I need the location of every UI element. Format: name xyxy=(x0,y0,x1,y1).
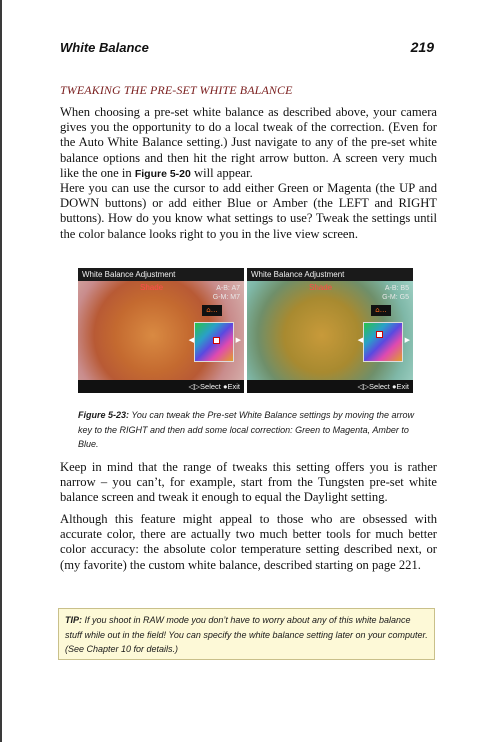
tip-box xyxy=(58,608,435,660)
wb-mode-label: Shade xyxy=(140,283,164,292)
paragraph-4: Although this feature might appeal to those who are obsessed with accurate color, there are actually two much better tools for much better color accuracy: the absolute color temperature setting described next, or (my favorite) the custom white balance, described starting on page 221. xyxy=(60,512,437,572)
color-shift-grid xyxy=(194,322,234,362)
arrow-left-icon: ◀ xyxy=(188,336,194,344)
figure-5-23 xyxy=(78,268,413,393)
wb-mode-label: Shade xyxy=(309,283,333,292)
ab-value: A-B: A7 xyxy=(216,285,240,292)
grid-cursor-icon xyxy=(376,331,383,338)
tip-text: If you shoot in RAW mode you don’t have to worry about any of this white balance stuff while out in the field! You can specify the white balance setting later on your computer. (See Chapter 10 for details.) xyxy=(65,615,428,654)
screen-footer: ◁▷Select ●Exit xyxy=(78,380,244,393)
figure-caption xyxy=(78,408,418,452)
running-header-title: White Balance xyxy=(60,40,149,55)
paragraph-1-tail: will appear. xyxy=(190,165,253,180)
screen-footer: ◁▷Select ●Exit xyxy=(247,380,413,393)
tip-label: TIP: xyxy=(65,615,82,625)
camera-screen-left xyxy=(78,268,244,393)
color-shift-grid xyxy=(363,322,403,362)
camera-screen-right xyxy=(247,268,413,393)
grid-cursor-icon xyxy=(213,337,220,344)
screen-title: White Balance Adjustment xyxy=(247,268,413,281)
section-title: TWEAKING THE PRE-SET WHITE BALANCE xyxy=(60,83,293,97)
running-header xyxy=(60,40,434,60)
wb-shift-readout xyxy=(382,284,409,302)
paragraph-2: Here you can use the cursor to add either Green or Magenta (the UP and DOWN buttons) or add either Blue or Amber (the LEFT and RIGHT buttons). How do you know what settings to use? Tweak the settings until the color balance looks right to you in the live view screen. xyxy=(60,181,437,241)
ab-value: A-B: B5 xyxy=(384,285,409,292)
shade-icon: ⌂… xyxy=(371,305,391,316)
arrow-right-icon: ▶ xyxy=(235,336,241,344)
gm-value: G-M: M7 xyxy=(212,294,240,301)
page-number: 219 xyxy=(410,39,434,55)
figure-reference: Figure 5-20 xyxy=(134,167,191,180)
paragraph-1 xyxy=(60,105,437,182)
paragraph-1-text: When choosing a pre-set white balance as described above, your camera gives you the opportunity to do a local tweak of the correction. (Even for the Auto White Balance setting.) Just navigate to any of the pre-set white balance options and then hit the right arrow button. A screen very much like the one in xyxy=(60,105,437,180)
arrow-right-icon: ▶ xyxy=(404,336,410,344)
paragraph-3: Keep in mind that the range of tweaks this setting offers you is rather narrow – you can’t, for example, start from the Tungsten pre-set white balance screen and tweak it enough to equal the Daylight setting. xyxy=(60,460,437,505)
wb-shift-readout xyxy=(213,284,240,302)
arrow-left-icon: ◀ xyxy=(357,336,363,344)
caption-text: You can tweak the Pre-set White Balance settings by moving the arrow key to the RIGHT and then add some local correction: Green to Magenta, Amber to Blue. xyxy=(78,410,414,449)
screen-title: White Balance Adjustment xyxy=(78,268,244,281)
shade-icon: ⌂… xyxy=(202,305,222,316)
caption-label: Figure 5-23: xyxy=(78,410,130,420)
gm-value: G-M: G5 xyxy=(382,294,409,301)
page-edge xyxy=(0,0,2,742)
